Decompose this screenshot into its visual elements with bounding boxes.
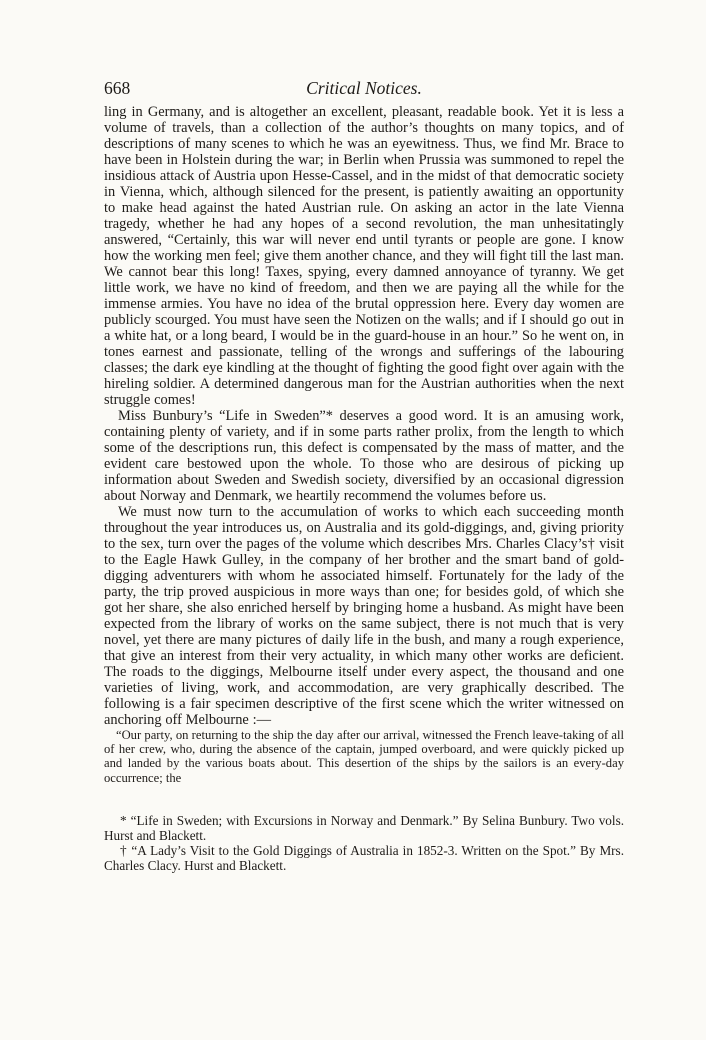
article-body	[104, 104, 624, 728]
paragraph-brace-travels: ling in Germany, and is altogether an excellent, pleasant, readable book. Yet it is less a volume of travels, than a collection of the author’s thoughts on many topics, and of descriptions of many scenes to which he was an eyewitness. Thus, we find Mr. Brace to have been in Holstein during the war; in Berlin when Prussia was summoned to repel the insidious attack of Austria upon Hesse-Cassel, and in the midst of that democratic society in Vienna, which, although silenced for the present, is patiently awaiting an opportunity to make head against the hated Austrian rule. On asking an actor in the late Vienna tragedy, whether he had any hopes of a second revolution, the man unhesitatingly answered, “Certainly, this war will never end until tyrants or people are gone. I know how the working men feel; give them another chance, and they will fight till the last man. We cannot bear this long! Taxes, spying, every damned annoyance of tyranny. We get little work, we have no kind of freedom, and then we are paying all the while for the immense armies. You have no idea of the brutal oppression here. Every day women are publicly scourged. You must have seen the Notizen on the walls; and if I should go out in a white hat, or a long beard, I would be in the guard-house in an hour.” So he went on, in tones earnest and passionate, telling of the wrongs and sufferings of the labouring classes; the dark eye kindling at the thought of fighting the good fight over again with the hireling soldier. A determined dangerous man for the Austrian authorities when the next struggle comes!	[104, 104, 624, 408]
footnote-gold-diggings: † “A Lady’s Visit to the Gold Diggings of Australia in 1852-3. Written on the Spot.” By Mrs. Charles Clacy. Hurst and Blackett.	[104, 842, 624, 873]
block-quote: “Our party, on returning to the ship the day after our arrival, witnessed the French leave-taking of all of her crew, who, during the absence of the captain, jumped overboard, and were quickly picked up and landed by the various boats about. This desertion of the ships by the sailors is an every-day occurrence; the	[104, 728, 624, 785]
footnotes	[104, 813, 624, 873]
paragraph-life-in-sweden: Miss Bunbury’s “Life in Sweden”* deserves a good word. It is an amusing work, containing plenty of variety, and if in some parts rather prolix, from the length to which some of the descriptions run, this defect is compensated by the mass of matter, and the evident care bestowed upon the whole. To those who are desirous of picking up information about Sweden and Swedish society, diversified by an occasional digression about Norway and Denmark, we heartily recommend the volumes before us.	[104, 408, 624, 504]
footnote-life-in-sweden: * “Life in Sweden; with Excursions in Norway and Denmark.” By Selina Bunbury. Two vols. Hurst and Blackett.	[104, 812, 624, 843]
paragraph-australia: We must now turn to the accumulation of works to which each succeeding month throughout the year introduces us, on Australia and its gold-diggings, and, giving priority to the sex, turn over the pages of the volume which describes Mrs. Charles Clacy’s† visit to the Eagle Hawk Gulley, in the company of her brother and the smart band of gold-digging adventurers with whom he associated himself. Fortunately for the lady of the party, the trip proved auspicious in more ways than one; for besides gold, of which she got her share, she also enriched herself by bringing home a husband. As might have been expected from the library of works on the same subject, there is not much that is very novel, yet there are many pictures of daily life in the bush, and many a rough experience, that give an interest from their very actuality, in which many other works are deficient. The roads to the diggings, Melbourne itself under every aspect, the thousand and one varieties of living, work, and accommodation, are very graphically described. The following is a fair specimen descriptive of the first scene which the writer witnessed on anchoring off Melbourne :—	[104, 504, 624, 728]
running-title: Critical Notices.	[306, 78, 422, 98]
page-number: 668	[104, 78, 131, 98]
page-header	[104, 78, 624, 104]
